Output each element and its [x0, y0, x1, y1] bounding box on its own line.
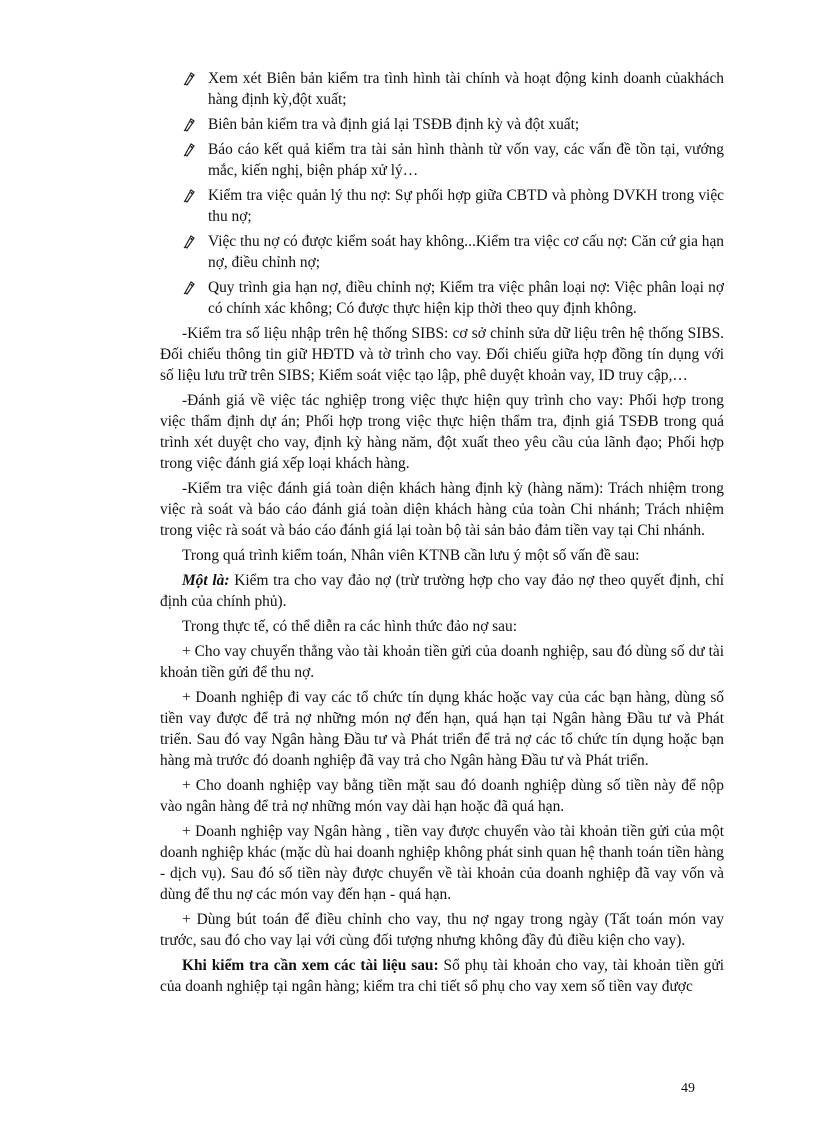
bullet-list: [160, 68, 724, 319]
bullet-text: Quy trình gia hạn nợ, điều chỉnh nợ; Kiểm tra việc phân loại nợ: Việc phân loại nợ có chính xác không; Có được thực hiện kịp thời theo quy định không.: [208, 279, 724, 317]
pen-nib-bullet-icon: [182, 116, 196, 132]
page-number: 49: [681, 1081, 695, 1096]
first-point-text: Kiểm tra cho vay đảo nợ (trừ trường hợp cho vay đảo nợ theo quyết định, chỉ định của chính phủ).: [160, 572, 724, 610]
list-item: [160, 277, 724, 319]
paragraph-form-5: + Dùng bút toán để điều chỉnh cho vay, thu nợ ngay trong ngày (Tất toán món vay trước, sau đó cho vay lại với cùng đối tượng nhưng không đầy đủ điều kiện cho vay).: [160, 911, 724, 949]
page-body: [160, 68, 724, 1001]
paragraph-audit-notes: Trong quá trình kiểm toán, Nhân viên KTNB cần lưu ý một số vấn đề sau:: [182, 547, 640, 564]
list-item: [160, 68, 724, 110]
paragraph-first-point: [160, 570, 724, 612]
list-item: [160, 139, 724, 181]
pen-nib-bullet-icon: [182, 70, 196, 86]
list-item: [160, 231, 724, 273]
paragraph-form-3: + Cho doanh nghiệp vay bằng tiền mặt sau đó doanh nghiệp dùng số tiền này để nộp vào ngân hàng để trả nợ những món vay dài hạn hoặc đã quá hạn.: [160, 777, 724, 815]
paragraph-form-1: + Cho vay chuyển thẳng vào tài khoản tiền gửi của doanh nghiệp, sau đó dùng số dư tài khoản tiền gửi để thu nợ.: [160, 643, 724, 681]
first-point-label: Một là:: [182, 572, 230, 589]
paragraph-form-2: + Doanh nghiệp đi vay các tổ chức tín dụng khác hoặc vay của các bạn hàng, dùng số tiền vay được để trả nợ những món nợ đến hạn, quá hạn tại Ngân hàng Đầu tư và Phát triển. Sau đó vay Ngân hàng Đầu tư và Phát triển để trả nợ các tổ chức tín dụng hoặc bạn hàng mà trước đó doanh nghiệp đã vay trả cho Ngân hàng Đầu tư và Phát triển.: [160, 689, 724, 769]
bullet-text: Xem xét Biên bản kiểm tra tình hình tài chính và hoạt động kinh doanh củakhách hàng định kỳ,đột xuất;: [208, 70, 724, 108]
paragraph-form-4: + Doanh nghiệp vay Ngân hàng , tiền vay được chuyển vào tài khoản tiền gửi của một doanh nghiệp khác (mặc dù hai doanh nghiệp không phát sinh quan hệ thanh toán tiền hàng - dịch vụ). Sau đó số tiền này được chuyển về tài khoản của doanh nghiệp đã vay vốn và dùng để thu nợ các món vay đến hạn - quá hạn.: [160, 823, 724, 903]
paragraph-operation-evaluation: -Đánh giá về việc tác nghiệp trong việc thực hiện quy trình cho vay: Phối hợp trong việc thẩm định dự án; Phối hợp trong việc thực hiện thẩm tra, định giá TSĐB trong quá trình xét duyệt cho vay, định kỳ hàng năm, đột xuất theo yêu cầu của lãnh đạo; Phối hợp trong việc đánh giá xếp loại khách hàng.: [160, 392, 724, 472]
paragraph-sibs-check: -Kiểm tra số liệu nhập trên hệ thống SIBS: cơ sở chỉnh sửa dữ liệu trên hệ thống SIBS. Đối chiếu thông tin giữ HĐTD và tờ trình cho vay. Đối chiếu giữa hợp đồng tín dụng với số liệu lưu trữ trên SIBS; Kiểm soát việc tạo lập, phê duyệt khoản vay, ID truy cập,…: [160, 325, 724, 384]
pen-nib-bullet-icon: [182, 187, 196, 203]
documents-text: Sổ phụ tài khoản cho vay, tài khoản tiền gửi của doanh nghiệp tại ngân hàng; kiểm tra chi tiết sổ phụ cho vay xem số tiền vay được: [160, 957, 724, 995]
paragraph-forms-intro: Trong thực tế, có thể diễn ra các hình thức đảo nợ sau:: [182, 618, 517, 635]
bullet-text: Báo cáo kết quả kiểm tra tài sản hình thành từ vốn vay, các vấn đề tồn tại, vướng mắc, kiến nghị, biện pháp xử lý…: [208, 141, 724, 179]
bullet-text: Kiểm tra việc quản lý thu nợ: Sự phối hợp giữa CBTD và phòng DVKH trong việc thu nợ;: [208, 187, 724, 225]
documents-label: Khi kiểm tra cần xem các tài liệu sau:: [182, 957, 439, 974]
paragraph-documents: [160, 955, 724, 997]
bullet-text: Biên bản kiểm tra và định giá lại TSĐB định kỳ và đột xuất;: [208, 116, 580, 133]
list-item: [160, 185, 724, 227]
paragraph-customer-evaluation: -Kiểm tra việc đánh giá toàn diện khách hàng định kỳ (hàng năm): Trách nhiệm trong việc rà soát và báo cáo đánh giá toàn diện khách hàng của toàn Chi nhánh; Trách nhiệm trong việc rà soát và báo cáo đánh giá lại toàn bộ tài sản bảo đảm tiền vay tại Chi nhánh.: [160, 480, 724, 539]
pen-nib-bullet-icon: [182, 141, 196, 157]
pen-nib-bullet-icon: [182, 279, 196, 295]
bullet-text: Việc thu nợ có được kiểm soát hay không...Kiểm tra việc cơ cấu nợ: Căn cứ gia hạn nợ, điều chỉnh nợ;: [208, 233, 724, 271]
list-item: [160, 114, 724, 135]
pen-nib-bullet-icon: [182, 233, 196, 249]
